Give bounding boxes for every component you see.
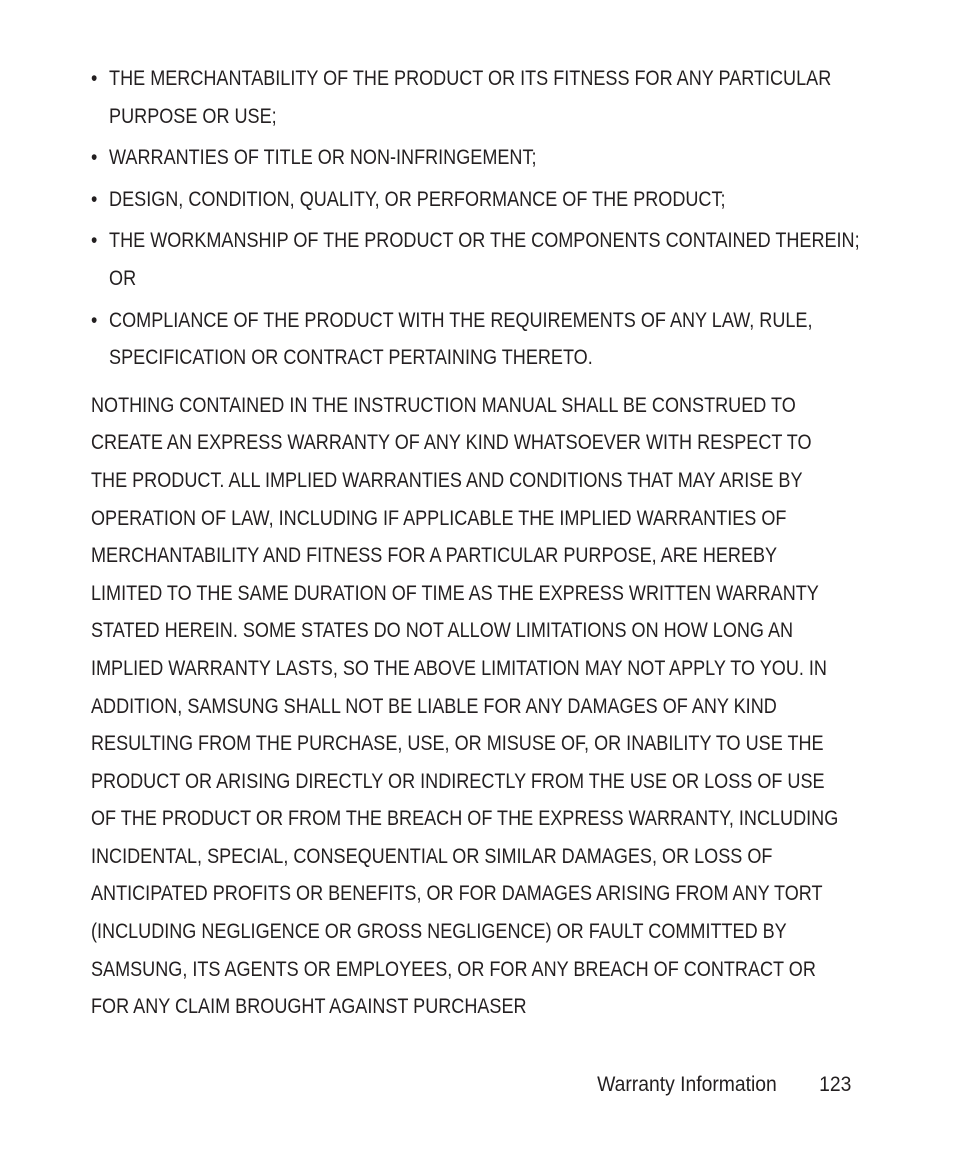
page-number: 123 — [818, 1073, 851, 1096]
bullet-icon: • — [91, 308, 98, 332]
bullet-item — [91, 181, 866, 219]
bullet-item — [91, 222, 866, 297]
bullet-item — [91, 139, 866, 177]
bullet-text: THE MERCHANTABILITY OF THE PRODUCT OR ITS FITNESS FOR ANY PARTICULAR PURPOSE OR USE; — [109, 67, 832, 128]
bullet-item — [91, 60, 866, 135]
bullet-item — [91, 302, 866, 377]
bullet-icon: • — [91, 67, 98, 90]
bullet-text: THE WORKMANSHIP OF THE PRODUCT OR THE COMPONENTS CONTAINED THEREIN; OR — [109, 229, 860, 290]
page-footer — [597, 1073, 851, 1097]
bullet-text: WARRANTIES OF TITLE OR NON-INFRINGEMENT; — [109, 146, 537, 170]
warranty-bullet-list — [91, 60, 861, 377]
document-page — [91, 60, 861, 1026]
bullet-icon: • — [91, 146, 98, 170]
bullet-icon: • — [91, 187, 98, 211]
bullet-text: COMPLIANCE OF THE PRODUCT WITH THE REQUIREMENTS OF ANY LAW, RULE, SPECIFICATION OR CONTRACT PERTAINING THERETO. — [109, 308, 813, 370]
bullet-text: DESIGN, CONDITION, QUALITY, OR PERFORMANCE OF THE PRODUCT; — [109, 187, 726, 211]
disclaimer-paragraph: NOTHING CONTAINED IN THE INSTRUCTION MANUAL SHALL BE CONSTRUED TO CREATE AN EXPRESS WARRANTY OF ANY KIND WHATSOEVER WITH RESPECT TO THE PRODUCT. ALL IMPLIED WARRANTIES AND CONDITIONS THAT MAY ARISE BY OPERATION OF LAW, INCLUDING IF APPLICABLE THE IMPLIED WARRANTIES OF MERCHANTABILITY AND FITNESS FOR A PARTICULAR PURPOSE, ARE HEREBY LIMITED TO THE SAME DURATION OF TIME AS THE EXPRESS WRITTEN WARRANTY STATED HEREIN. SOME STATES DO NOT ALLOW LIMITATIONS ON HOW LONG AN IMPLIED WARRANTY LASTS, SO THE ABOVE LIMITATION MAY NOT APPLY TO YOU. IN ADDITION, SAMSUNG SHALL NOT BE LIABLE FOR ANY DAMAGES OF ANY KIND RESULTING FROM THE PURCHASE, USE, OR MISUSE OF, OR INABILITY TO USE THE PRODUCT OR ARISING DIRECTLY OR INDIRECTLY FROM THE USE OR LOSS OF USE OF THE PRODUCT OR FROM THE BREACH OF THE EXPRESS WARRANTY, INCLUDING INCIDENTAL, SPECIAL, CONSEQUENTIAL OR SIMILAR DAMAGES, OR LOSS OF ANTICIPATED PROFITS OR BENEFITS, OR FOR DAMAGES ARISING FROM ANY TORT (INCLUDING NEGLIGENCE OR GROSS NEGLIGENCE) OR FAULT COMMITTED BY SAMSUNG, ITS AGENTS OR EMPLOYEES, OR FOR ANY BREACH OF CONTRACT OR FOR ANY CLAIM BROUGHT AGAINST PURCHASER — [91, 393, 839, 1019]
bullet-icon: • — [91, 229, 98, 253]
footer-section-title: Warranty Information — [596, 1073, 777, 1096]
